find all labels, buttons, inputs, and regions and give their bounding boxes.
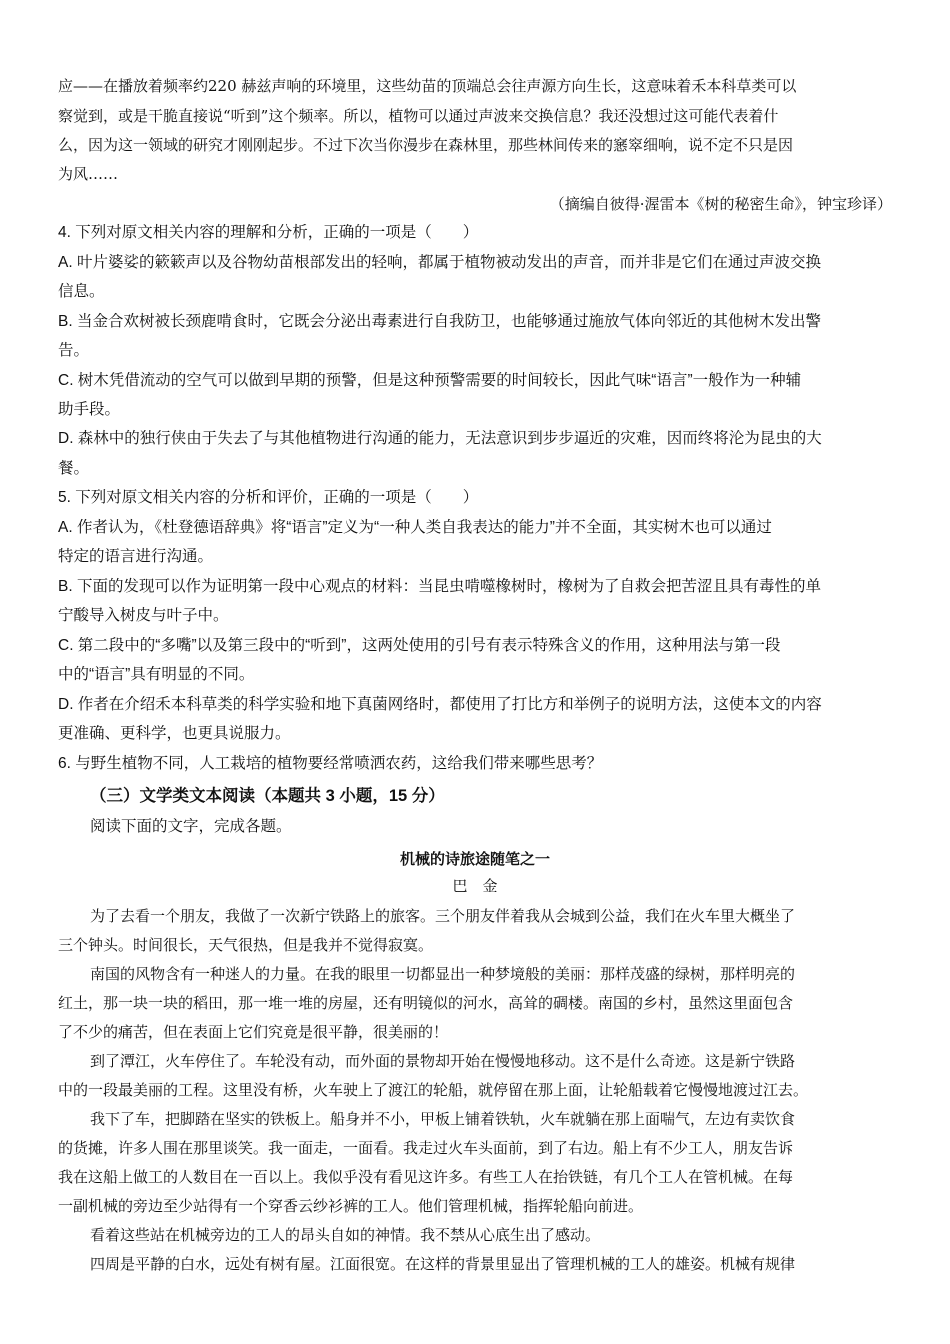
passage-line: 应——在播放着频率约220 赫兹声响的环境里，这些幼苗的顶端总会往声源方向生长，这意味着禾本科草类可以 <box>58 77 797 95</box>
q4-option-d: D. 森林中的独行侠由于失去了与其他植物进行沟通的能力，无法意识到步步逼近的灾难，因而终将沦为昆虫的大 <box>58 430 822 447</box>
q5-option-a: A. 作者认为，《杜登德语辞典》将“语言”定义为“一种人类自我表达的能力”并不全面，其实树木也可以通过 <box>58 519 772 536</box>
question-5-stem: 5. 下列对原文相关内容的分析和评价，正确的一项是（ ） <box>58 489 479 506</box>
q5-option-c: C. 第二段中的“多嘴”以及第三段中的“听到”，这两处使用的引号有表示特殊含义的作用，这种用法与第一段 <box>58 637 781 654</box>
article-line: 红土，那一块一块的稻田，那一堆一堆的房屋，还有明镜似的河水，高耸的碉楼。南国的乡村，虽然这里面包含 <box>58 994 794 1012</box>
q5-option-d-cont: 更准确、更科学，也更具说服力。 <box>58 725 291 742</box>
article-line: 到了潭江，火车停住了。车轮没有动，而外面的景物却开始在慢慢地移动。这不是什么奇迹。这是新宁铁路 <box>90 1052 796 1070</box>
article-author: 巴 金 <box>452 877 498 895</box>
article-line: 中的一段最美丽的工程。这里没有桥，火车驶上了渡江的轮船，就停留在那上面，让轮船载着它慢慢地渡过江去。 <box>58 1081 809 1099</box>
section-heading: （三）文学类文本阅读（本题共 3 小题，15 分） <box>90 787 445 805</box>
q5-option-a-cont: 特定的语言进行沟通。 <box>58 548 214 565</box>
q4-option-c: C. 树木凭借流动的空气可以做到早期的预警，但是这种预警需要的时间较长，因此气味“语言”一般作为一种辅 <box>58 372 802 389</box>
article-title: 机械的诗旅途随笔之一 <box>399 850 550 868</box>
article-line: 的货摊，许多人围在那里谈笑。我一面走，一面看。我走过火车头面前，到了右边。船上有不少工人，朋友告诉 <box>58 1139 794 1157</box>
passage-line: 察觉到，或是干脆直接说“听到”这个频率。所以，植物可以通过声波来交换信息？我还没想过这可能代表着什 <box>58 107 779 125</box>
q4-option-b: B. 当金合欢树被长颈鹿啃食时，它既会分泌出毒素进行自我防卫，也能够通过施放气体向邻近的其他树木发出警 <box>58 313 821 330</box>
q4-option-d-cont: 餐。 <box>58 460 90 477</box>
article-line: 南国的风物含有一种迷人的力量。在我的眼里一切都显出一种梦境般的美丽：那样茂盛的绿树，那样明亮的 <box>90 965 796 983</box>
article-line: 四周是平静的白水，远处有树有屋。江面很宽。在这样的背景里显出了管理机械的工人的雄姿。机械有规律 <box>90 1255 796 1273</box>
article-line: 为了去看一个朋友，我做了一次新宁铁路上的旅客。三个朋友伴着我从会城到公益，我们在火车里大概坐了 <box>90 907 796 925</box>
q5-option-b: B. 下面的发现可以作为证明第一段中心观点的材料：当昆虫啃噬橡树时，橡树为了自救会把苦涩且具有毒性的单 <box>58 578 821 595</box>
article-line: 我下了车，把脚踏在坚实的铁板上。船身并不小，甲板上铺着铁轨，火车就躺在那上面喘气，左边有卖饮食 <box>90 1110 796 1128</box>
q5-option-d: D. 作者在介绍禾本科草类的科学实验和地下真菌网络时，都使用了打比方和举例子的说明方法，这使本文的内容 <box>58 696 822 713</box>
q4-option-b-cont: 告。 <box>58 342 90 359</box>
q5-option-c-cont: 中的“语言”具有明显的不同。 <box>58 666 255 683</box>
article-line: 了不少的痛苦，但在表面上它们究竟是很平静，很美丽的！ <box>58 1023 449 1041</box>
question-4-stem: 4. 下列对原文相关内容的理解和分析，正确的一项是（ ） <box>58 224 479 241</box>
q5-option-b-cont: 宁酸导入树皮与叶子中。 <box>58 607 229 624</box>
article-line: 看着这些站在机械旁边的工人的昂头自如的神情。我不禁从心底生出了感动。 <box>90 1226 601 1244</box>
passage-line: 么，因为这一领域的研究才刚刚起步。不过下次当你漫步在森林里，那些林间传来的窸窣细响，说不定不只是因 <box>58 136 794 154</box>
passage-line: 为风…… <box>58 165 119 183</box>
q4-option-a-cont: 信息。 <box>58 283 105 300</box>
section-instruction: 阅读下面的文字，完成各题。 <box>90 818 292 835</box>
article-line: 一副机械的旁边至少站得有一个穿香云纱衫裤的工人。他们管理机械，指挥轮船向前进。 <box>58 1197 644 1215</box>
article-line: 三个钟头。时间很长，天气很热，但是我并不觉得寂寞。 <box>58 936 434 954</box>
passage-source: （摘编自彼得·渥雷本《树的秘密生命》，钟宝珍译） <box>549 195 892 213</box>
article-line: 我在这船上做工的人数目在一百以上。我似乎没有看见这许多。有些工人在抬铁链，有几个工人在管机械。在每 <box>58 1168 794 1186</box>
question-6-stem: 6. 与野生植物不同，人工栽培的植物要经常喷洒农药，这给我们带来哪些思考？ <box>58 755 603 772</box>
q4-option-a: A. 叶片婆娑的簌簌声以及谷物幼苗根部发出的轻响，都属于植物被动发出的声音，而并非是它们在通过声波交换 <box>58 254 821 271</box>
q4-option-c-cont: 助手段。 <box>58 401 121 418</box>
